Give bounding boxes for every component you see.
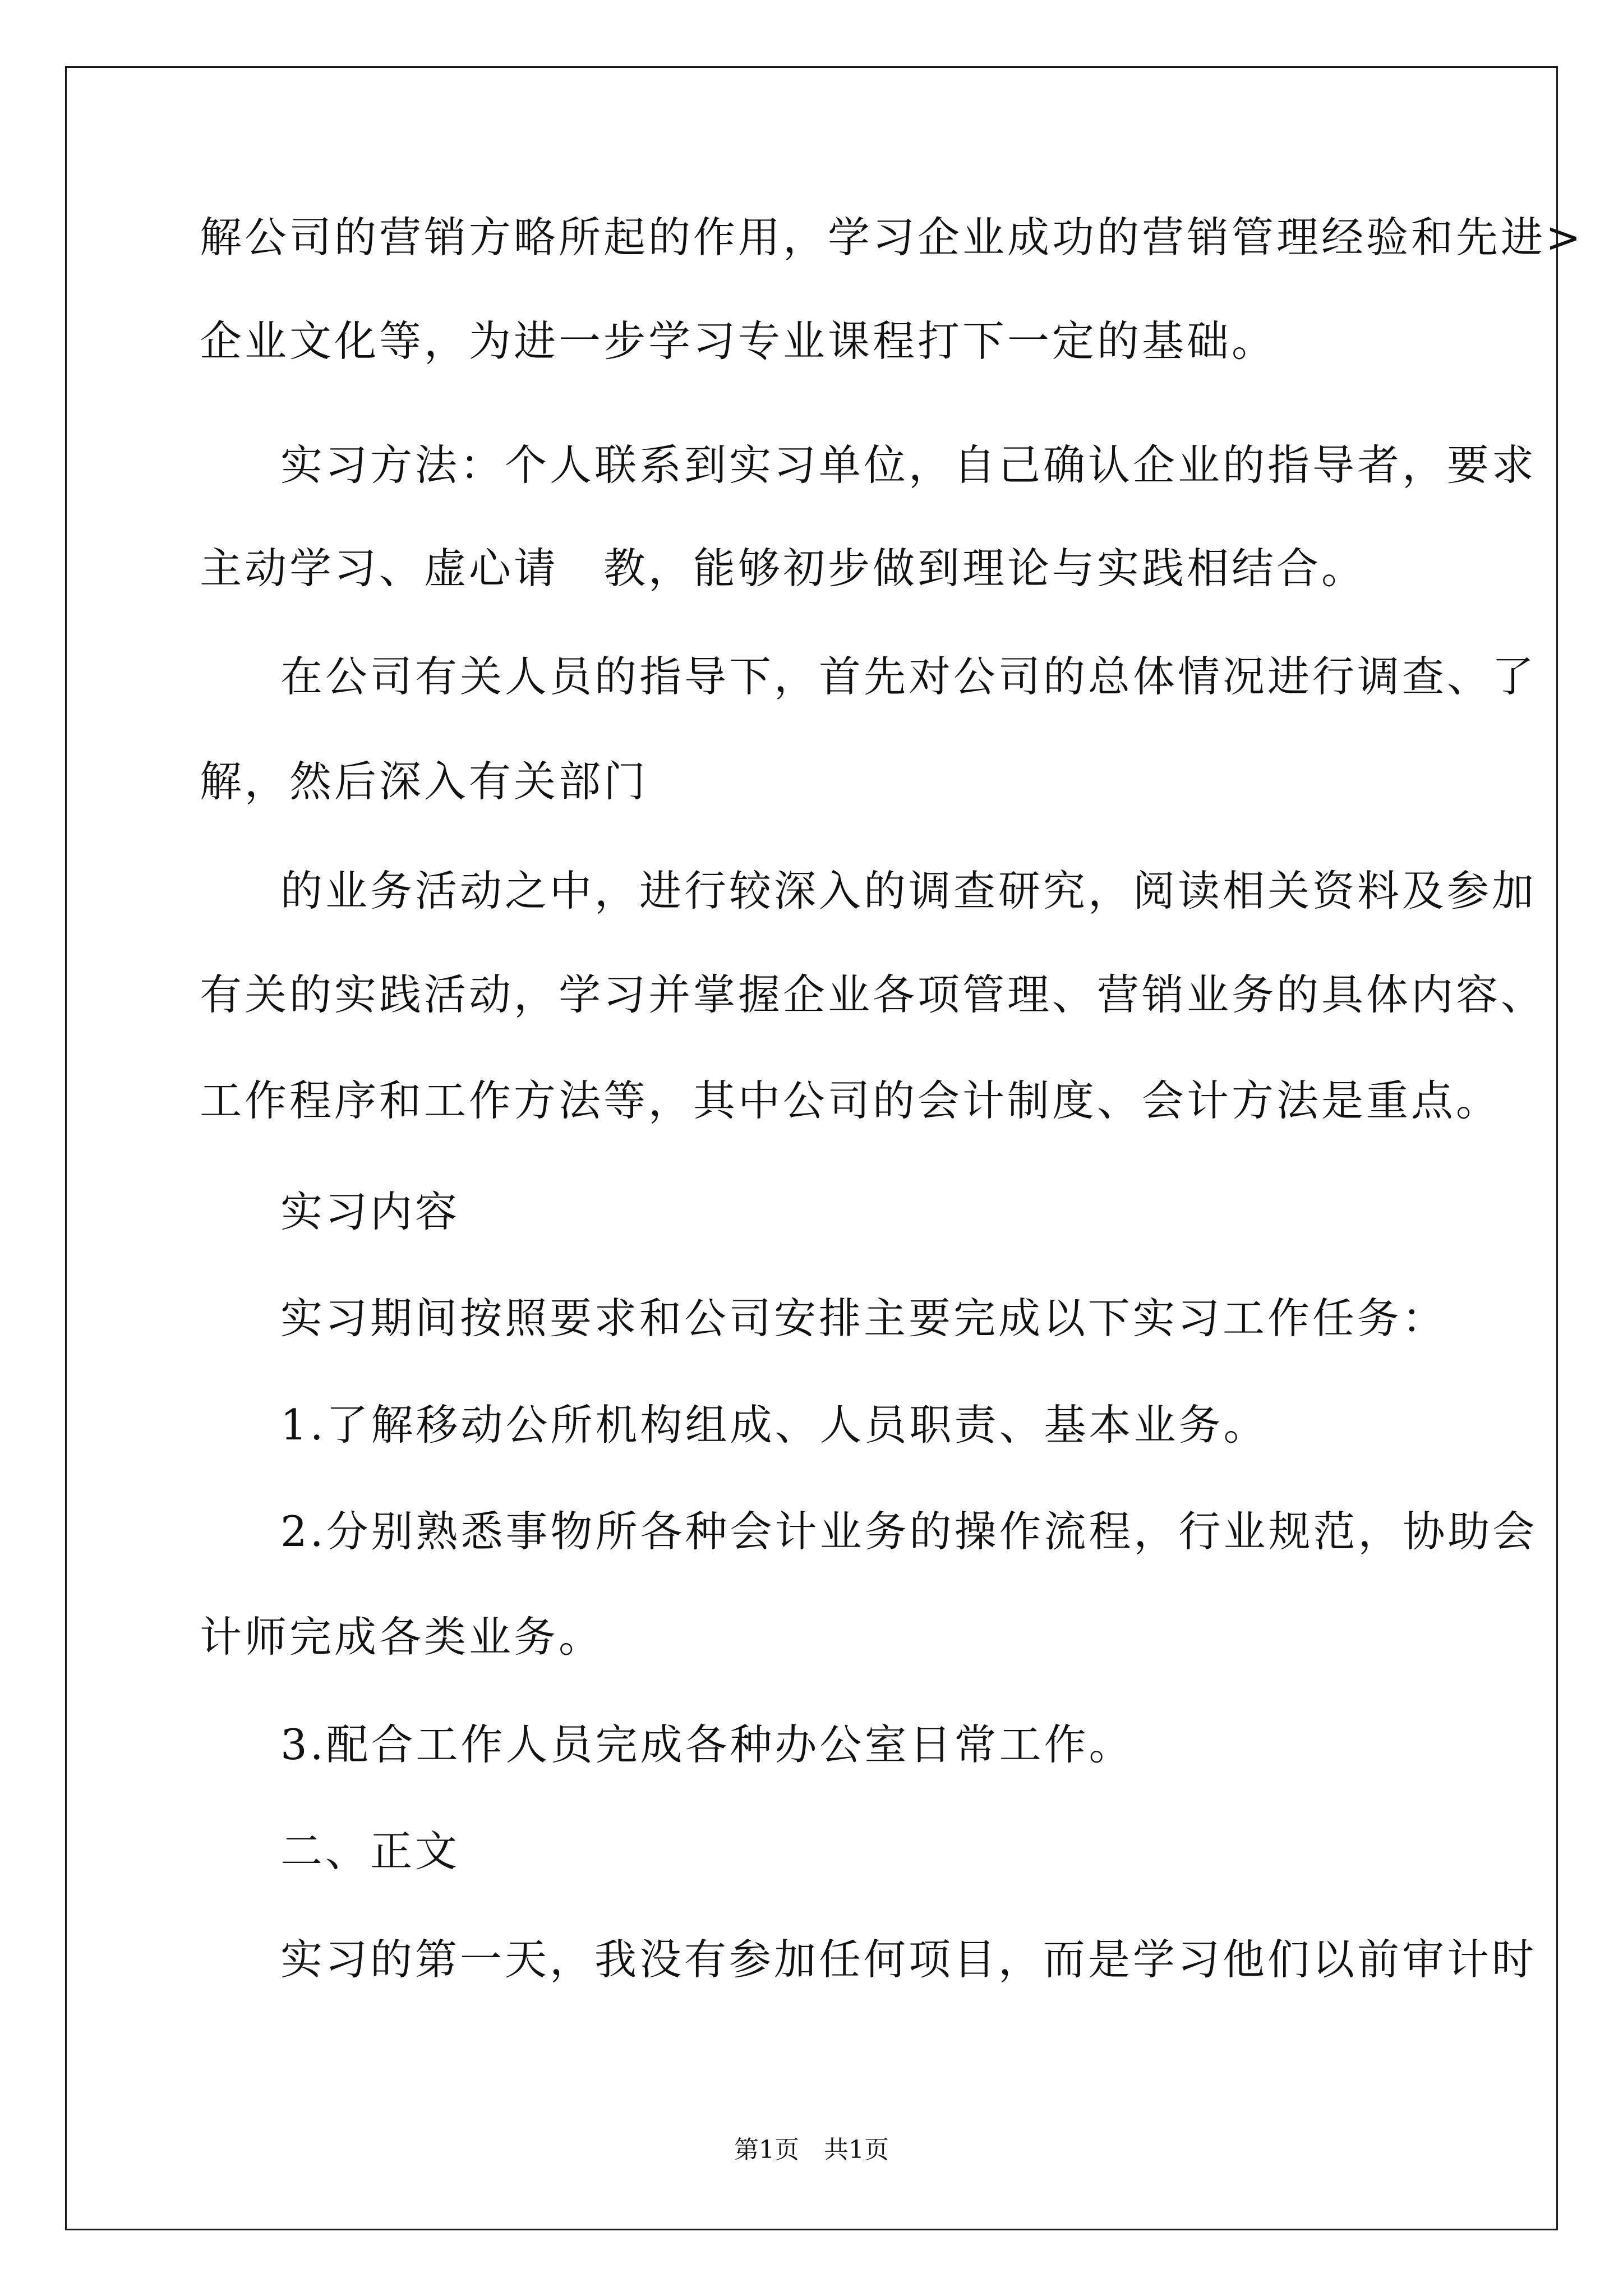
text-line: 解公司的营销方略所起的作用，学习企业成功的营销管理经验和先进>: [200, 213, 1584, 262]
text-line: 在公司有关人员的指导下，首先对公司的总体情况进行调查、了: [280, 652, 1537, 701]
text-line: 实习期间按照要求和公司安排主要完成以下实习工作任务：: [280, 1294, 1447, 1343]
text-line: 的业务活动之中，进行较深入的调查研究，阅读相关资料及参加: [280, 866, 1537, 915]
page-border: [65, 66, 1558, 2230]
text-line: 企业文化等，为进一步学习专业课程打下一定的基础。: [200, 316, 1277, 366]
text-line: 解，然后深入有关部门: [200, 757, 649, 806]
text-line: 计师完成各类业务。: [200, 1612, 604, 1662]
section-heading: 实习内容: [280, 1187, 460, 1236]
list-item: 3.配合工作人员完成各种办公室日常工作。: [280, 1720, 1134, 1769]
list-item: 1.了解移动公所机构组成、人员职责、基本业务。: [280, 1400, 1269, 1450]
text-line: 实习的第一天，我没有参加任何项目，而是学习他们以前审计时: [280, 1935, 1537, 1984]
text-line: 实习方法：个人联系到实习单位，自己确认企业的指导者，要求: [280, 440, 1537, 490]
text-line: 有关的实践活动，学习并掌握企业各项管理、营销业务的具体内容、: [200, 970, 1546, 1019]
page-number: 第1页 共1页: [734, 2136, 889, 2164]
text-line: 工作程序和工作方法等，其中公司的会计制度、会计方法是重点。: [200, 1076, 1501, 1125]
text-line: 主动学习、虚心请 教，能够初步做到理论与实践相结合。: [200, 544, 1367, 593]
section-heading: 二、正文: [280, 1826, 460, 1876]
list-item: 2.分别熟悉事物所各种会计业务的操作流程，行业规范，协助会: [280, 1507, 1538, 1556]
